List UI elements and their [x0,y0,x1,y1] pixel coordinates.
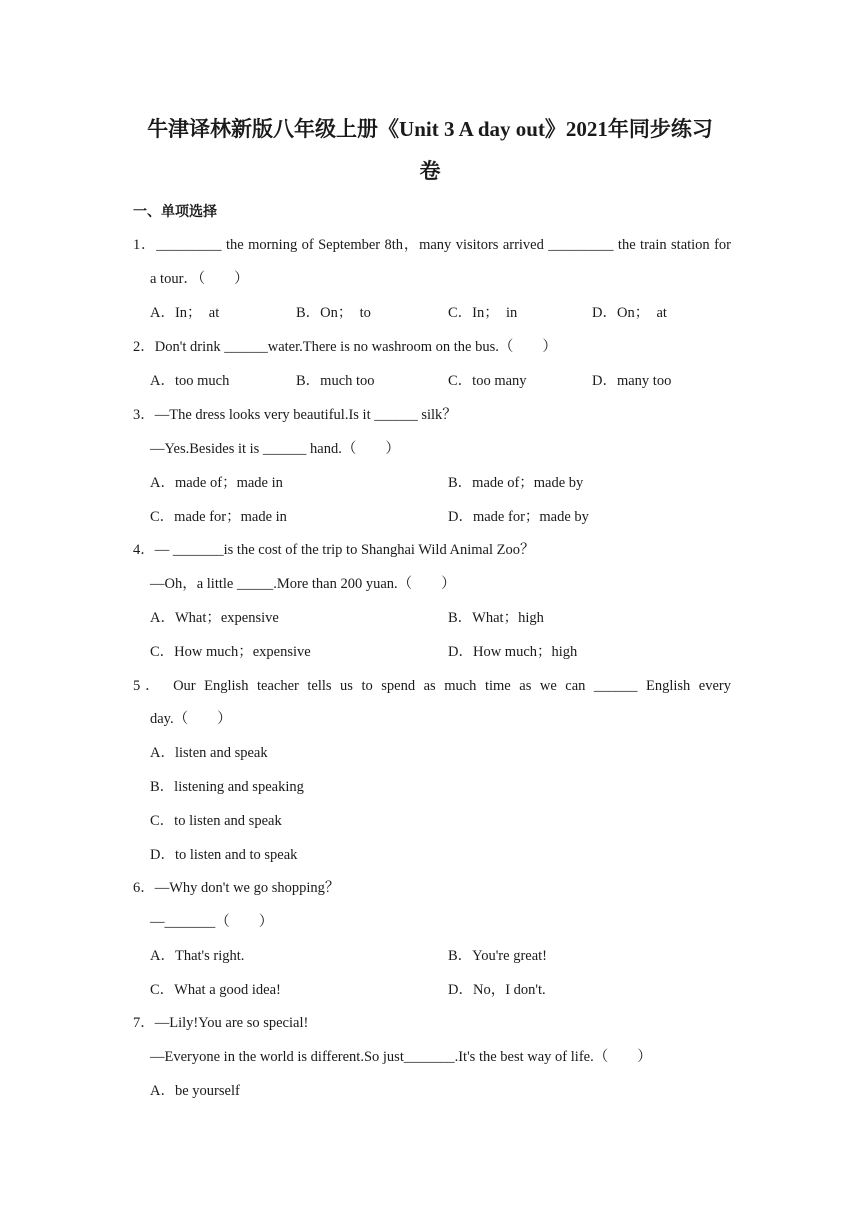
option-b[interactable]: B．On； to [296,305,371,321]
option-b[interactable]: B．What；high [448,610,544,626]
option-c[interactable]: C．In； in [448,305,518,321]
option-d[interactable]: D．made for；made by [448,509,589,525]
question-5-stem-line-1: 5． Our English teacher tells us to spend as much time as we can ______ English every [133,678,731,694]
option-d[interactable]: D．On； at [592,305,667,321]
question-3-stem-line-2: —Yes.Besides it is ______ hand.（ ） [150,441,400,457]
title-line-1: 牛津译林新版八年级上册《Unit 3 A day out》2021年同步练习 [147,117,713,141]
question-7-stem-line-2: —Everyone in the world is different.So just_______.It's the best way of life.（ ） [150,1049,652,1065]
title-line-2: 卷 [419,159,441,183]
option-a[interactable]: A．That's right. [150,948,245,964]
question-2-options [150,371,710,391]
option-c[interactable]: C．to listen and speak [150,813,282,829]
option-a[interactable]: A．too much [150,373,230,389]
question-6-stem-line-1: 6．—Why don't we go shopping？ [133,880,340,896]
option-a[interactable]: A．listen and speak [150,745,268,761]
question-2-stem: 2．Don't drink ______water.There is no washroom on the bus.（ ） [133,339,557,355]
question-5-stem-line-2: day.（ ） [150,711,232,727]
section-heading: 一、单项选择 [133,204,217,220]
option-d[interactable]: D．to listen and to speak [150,847,298,863]
option-d[interactable]: D．How much；high [448,644,578,660]
option-a[interactable]: A．be yourself [150,1083,240,1099]
option-c[interactable]: C．What a good idea! [150,982,281,998]
option-b[interactable]: B．much too [296,373,375,389]
option-a[interactable]: A．In； at [150,305,220,321]
option-c[interactable]: C．How much；expensive [150,644,311,660]
option-a[interactable]: A．What；expensive [150,610,279,626]
question-1-stem-line-1: 1．_________ the morning of September 8th，many visitors arrived _________ the train station for [133,237,731,253]
document-title [0,112,860,188]
option-d[interactable]: D．many too [592,373,672,389]
option-b[interactable]: B．You're great! [448,948,548,964]
option-b[interactable]: B．made of；made by [448,475,584,491]
question-4-stem-line-1: 4．— _______is the cost of the trip to Shanghai Wild Animal Zoo？ [133,542,535,558]
option-c[interactable]: C．too many [448,373,527,389]
question-1-stem-line-2: a tour．（ ） [150,271,249,287]
question-3-stem-line-1: 3．—The dress looks very beautiful.Is it ______ silk？ [133,407,457,423]
option-b[interactable]: B．listening and speaking [150,779,304,795]
question-6-stem-line-2: —_______（ ） [150,914,274,930]
option-c[interactable]: C．made for；made in [150,509,287,525]
option-a[interactable]: A．made of；made in [150,475,283,491]
question-1-options [150,303,710,323]
question-4-stem-line-2: —Oh，a little _____.More than 200 yuan.（ ） [150,576,456,592]
option-d[interactable]: D．No，I don't. [448,982,546,998]
question-7-stem-line-1: 7．—Lily!You are so special! [133,1015,309,1031]
